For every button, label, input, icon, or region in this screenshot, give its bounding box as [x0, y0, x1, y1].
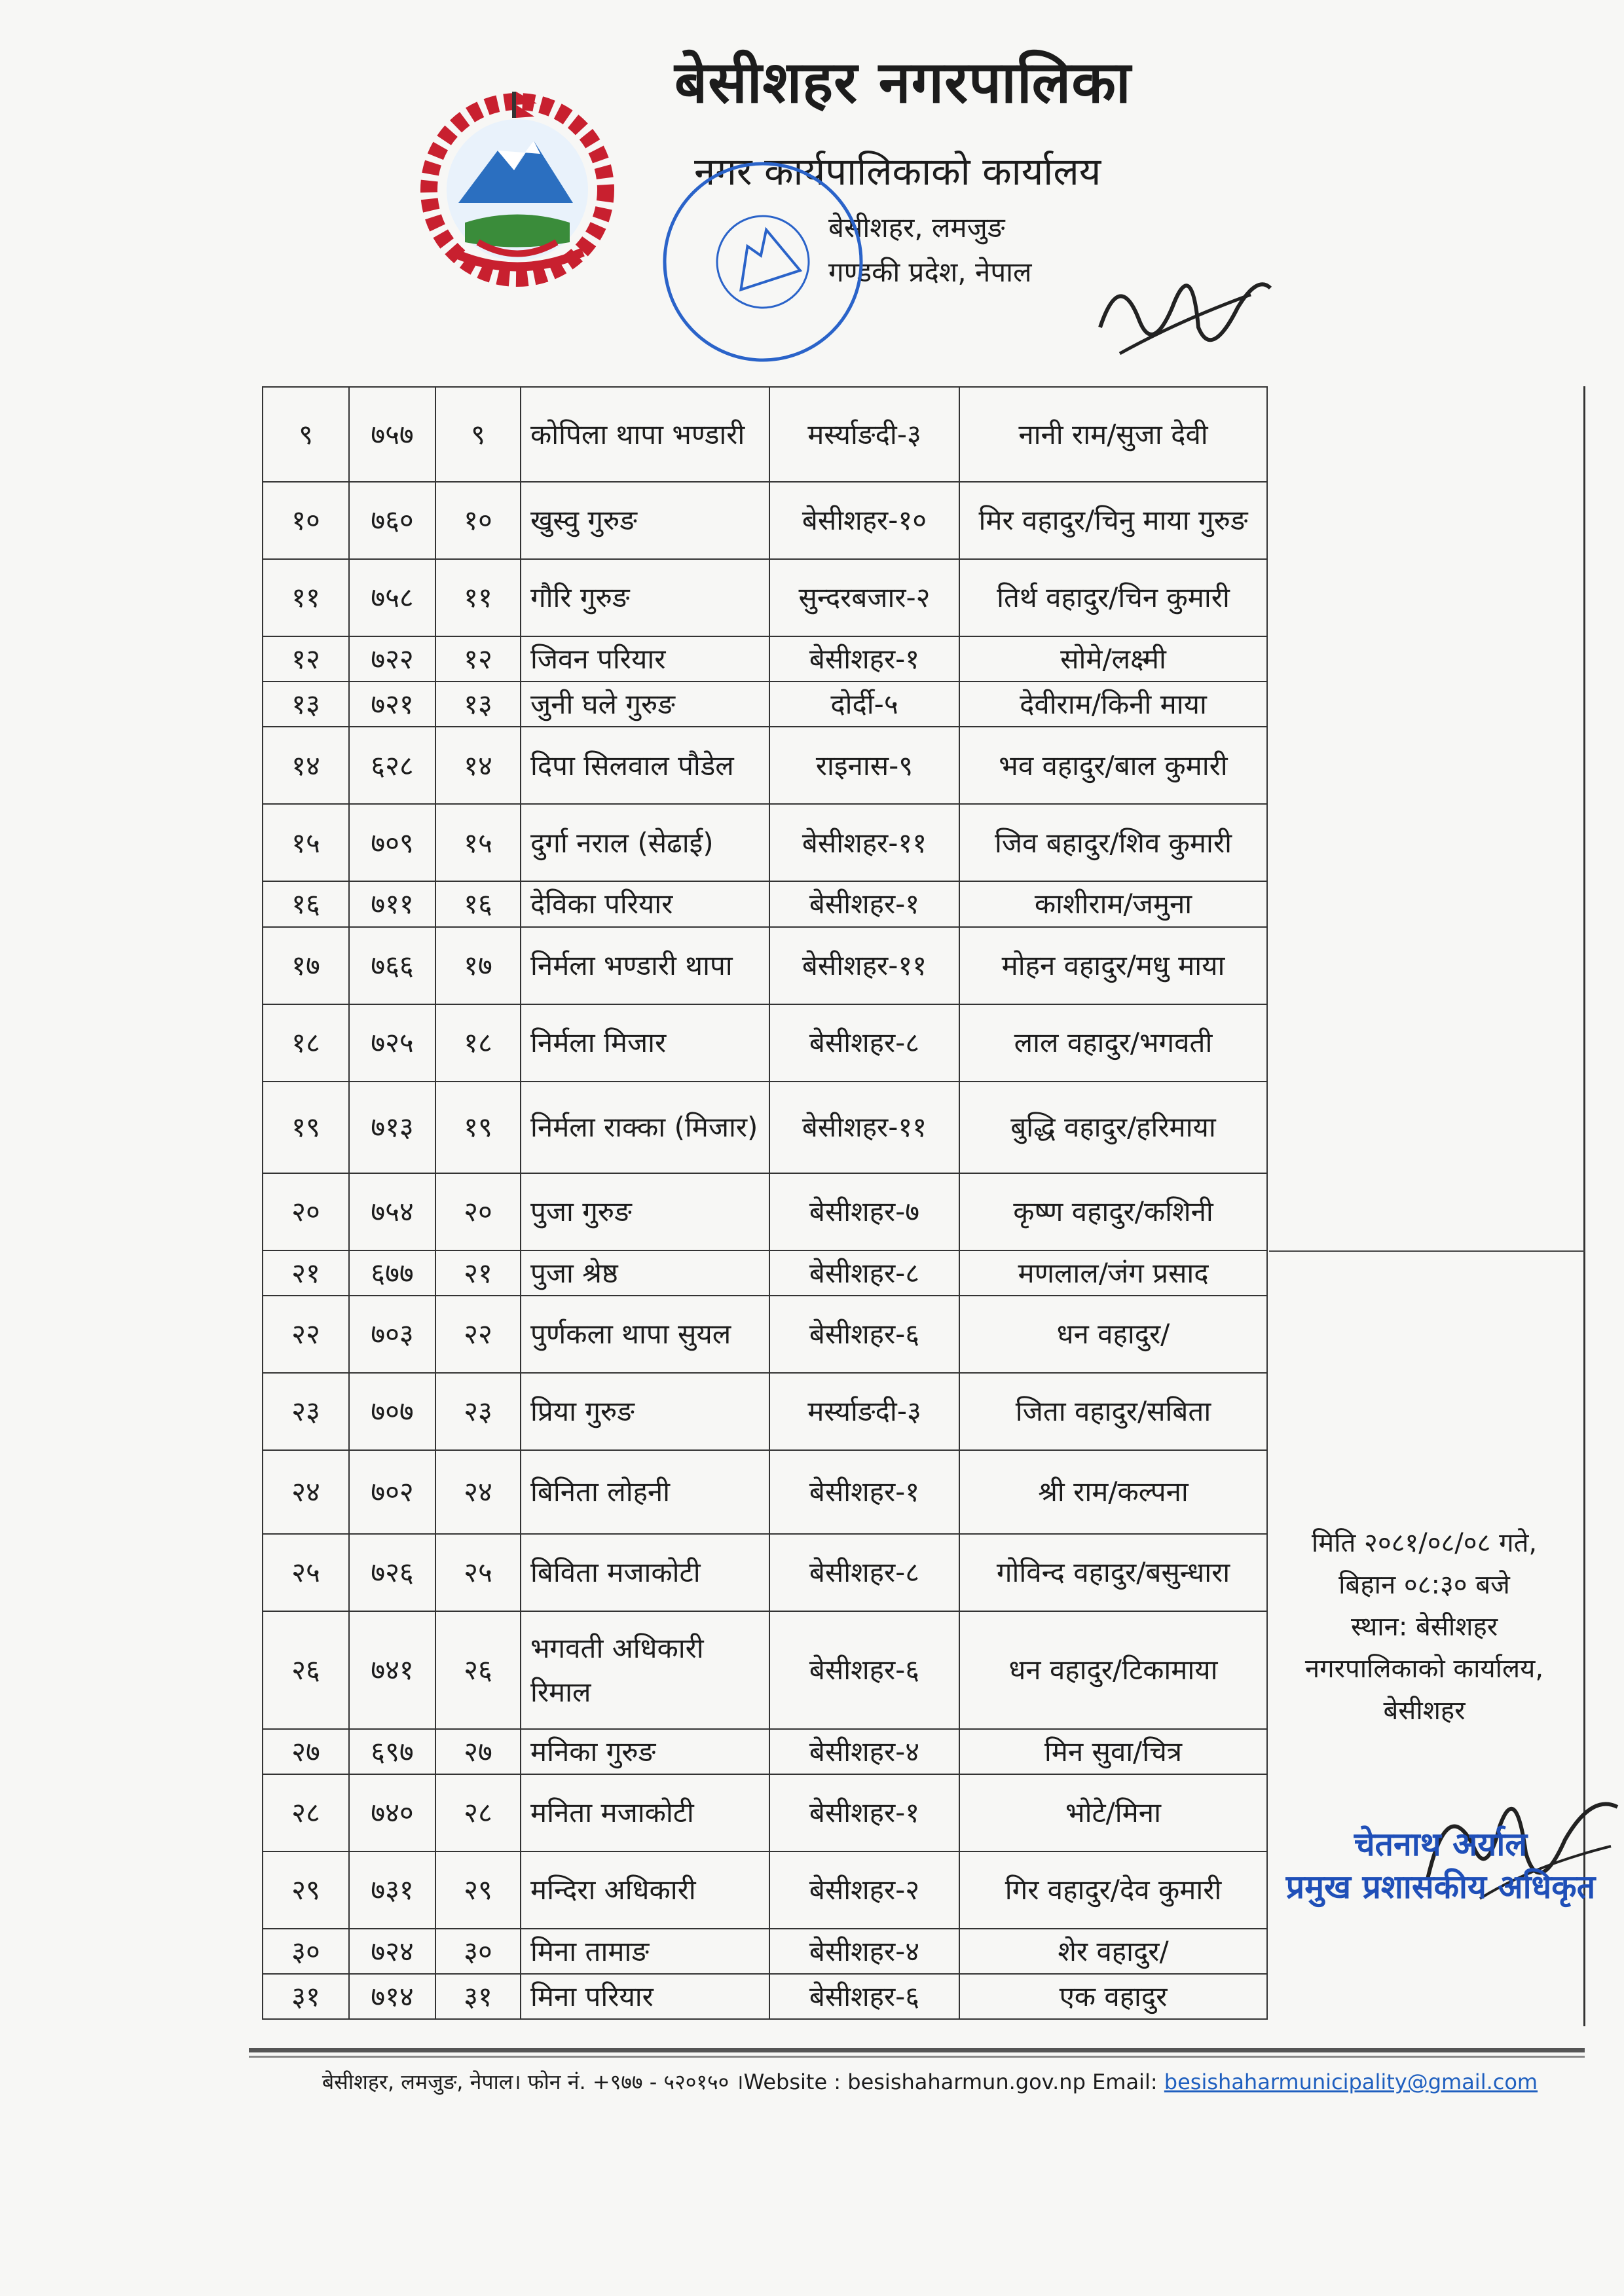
officer-name: चेतनाथ अर्याल	[1354, 1825, 1528, 1863]
officer-block	[1270, 1823, 1611, 1908]
address-cell: बेसीशहर-८	[769, 1250, 959, 1296]
sequence-number-cell: २६	[435, 1611, 521, 1729]
table-row	[263, 387, 1267, 482]
office-subtitle: नगर कार्यपालिकाको कार्यालय	[694, 149, 1101, 194]
sequence-number-cell: १६	[435, 881, 521, 926]
candidate-name-cell: दिपा सिलवाल पौडेल	[521, 727, 769, 804]
parents-cell: सोमे/लक्ष्मी	[959, 636, 1267, 682]
candidate-name-cell: पुजा गुरुङ	[521, 1173, 769, 1250]
sequence-number-cell: ३०	[435, 1929, 521, 1974]
notice-venue-3: बेसीशहर	[1383, 1696, 1466, 1726]
address-cell: बेसीशहर-६	[769, 1296, 959, 1373]
sequence-number-cell: १८	[435, 1004, 521, 1082]
sequence-number-cell: १०	[435, 482, 521, 559]
exam-notice	[1270, 1522, 1578, 1732]
address-cell: बेसीशहर-२	[769, 1851, 959, 1929]
address-cell: बेसीशहर-८	[769, 1534, 959, 1611]
candidate-name-cell: गौरि गुरुङ	[521, 559, 769, 636]
candidate-name-cell: निर्मला भण्डारी थापा	[521, 927, 769, 1004]
parents-cell: गोविन्द वहादुर/बसुन्धारा	[959, 1534, 1267, 1611]
notice-venue-2: नगरपालिकाको कार्यालय,	[1304, 1654, 1544, 1684]
parents-cell: कृष्ण वहादुर/कशिनी	[959, 1173, 1267, 1250]
parents-cell: एक वहादुर	[959, 1974, 1267, 2019]
footer-email-link[interactable]: besishaharmunicipality@gmail.com	[1164, 2069, 1538, 2094]
sequence-number-cell: १७	[435, 927, 521, 1004]
table-row	[263, 881, 1267, 926]
roll-number-cell: ६९७	[349, 1729, 435, 1774]
roll-number-cell: ७०७	[349, 1373, 435, 1450]
notice-time: बिहान ०८:३० बजे	[1338, 1570, 1510, 1600]
candidate-name-cell: जुनी घले गुरुङ	[521, 682, 769, 727]
table-row	[263, 727, 1267, 804]
roll-number-cell: ७५७	[349, 387, 435, 482]
parents-cell: भव वहादुर/बाल कुमारी	[959, 727, 1267, 804]
serial-number-cell: १५	[263, 804, 349, 881]
sequence-number-cell: २२	[435, 1296, 521, 1373]
serial-number-cell: १०	[263, 482, 349, 559]
table-row	[263, 682, 1267, 727]
parents-cell: तिर्थ वहादुर/चिन कुमारी	[959, 559, 1267, 636]
serial-number-cell: २४	[263, 1450, 349, 1534]
table-row	[263, 1729, 1267, 1774]
table-row	[263, 1929, 1267, 1974]
parents-cell: मोहन वहादुर/मधु माया	[959, 927, 1267, 1004]
notice-venue: स्थान: बेसीशहर	[1350, 1612, 1498, 1642]
candidate-name-cell: मनिका गुरुङ	[521, 1729, 769, 1774]
serial-number-cell: २७	[263, 1729, 349, 1774]
parents-cell: शेर वहादुर/	[959, 1929, 1267, 1974]
roll-number-cell: ६७७	[349, 1250, 435, 1296]
table-row	[263, 927, 1267, 1004]
parents-cell: भोटे/मिना	[959, 1774, 1267, 1851]
table-row	[263, 1296, 1267, 1373]
candidate-table-body	[263, 387, 1267, 2019]
candidate-name-cell: मिना तामाङ	[521, 1929, 769, 1974]
parents-cell: देवीराम/किनी माया	[959, 682, 1267, 727]
parents-cell: जिता वहादुर/सबिता	[959, 1373, 1267, 1450]
sequence-number-cell: २७	[435, 1729, 521, 1774]
candidate-name-cell: निर्मला मिजार	[521, 1004, 769, 1082]
roll-number-cell: ७५८	[349, 559, 435, 636]
address-cell: बेसीशहर-१	[769, 636, 959, 682]
serial-number-cell: २८	[263, 1774, 349, 1851]
candidate-name-cell: जिवन परियार	[521, 636, 769, 682]
serial-number-cell: २१	[263, 1250, 349, 1296]
table-row	[263, 636, 1267, 682]
sequence-number-cell: ९	[435, 387, 521, 482]
candidate-name-cell: मनिता मजाकोटी	[521, 1774, 769, 1851]
serial-number-cell: २३	[263, 1373, 349, 1450]
table-row	[263, 1974, 1267, 2019]
nepal-emblem-icon	[406, 79, 629, 288]
address-cell: राइनास-९	[769, 727, 959, 804]
table-row	[263, 1004, 1267, 1082]
sequence-number-cell: २०	[435, 1173, 521, 1250]
serial-number-cell: १९	[263, 1082, 349, 1173]
serial-number-cell: १३	[263, 682, 349, 727]
candidate-name-cell: मिना परियार	[521, 1974, 769, 2019]
address-cell: मर्स्याङदी-३	[769, 387, 959, 482]
footer-rule-thin	[249, 2056, 1585, 2058]
candidate-name-cell: देविका परियार	[521, 881, 769, 926]
parents-cell: गिर वहादुर/देव कुमारी	[959, 1851, 1267, 1929]
serial-number-cell: २०	[263, 1173, 349, 1250]
candidate-name-cell: कोपिला थापा भण्डारी	[521, 387, 769, 482]
candidate-name-cell: बिविता मजाकोटी	[521, 1534, 769, 1611]
office-stamp-icon	[655, 151, 871, 373]
address-cell: बेसीशहर-७	[769, 1173, 959, 1250]
serial-number-cell: १४	[263, 727, 349, 804]
roll-number-cell: ७२४	[349, 1929, 435, 1974]
table-row	[263, 1250, 1267, 1296]
notice-date: मिति २०८१/०८/०८ गते,	[1311, 1528, 1538, 1558]
candidate-name-cell: प्रिया गुरुङ	[521, 1373, 769, 1450]
signature-icon	[1080, 229, 1277, 373]
officer-designation: प्रमुख प्रशासकीय अधिकृत	[1285, 1868, 1596, 1906]
serial-number-cell: १८	[263, 1004, 349, 1082]
address-cell: मर्स्याङदी-३	[769, 1373, 959, 1450]
serial-number-cell: ९	[263, 387, 349, 482]
sequence-number-cell: २४	[435, 1450, 521, 1534]
serial-number-cell: २५	[263, 1534, 349, 1611]
address-line-1: बेसीशहर, लमजुङ	[828, 211, 1005, 244]
candidate-name-cell: खुस्वु गुरुङ	[521, 482, 769, 559]
serial-number-cell: २९	[263, 1851, 349, 1929]
address-cell: बेसीशहर-१	[769, 881, 959, 926]
table-row	[263, 1534, 1267, 1611]
candidate-name-cell: निर्मला राक्का (मिजार)	[521, 1082, 769, 1173]
serial-number-cell: १७	[263, 927, 349, 1004]
candidate-name-cell: दुर्गा नराल (सेढाई)	[521, 804, 769, 881]
candidate-name-cell: मन्दिरा अधिकारी	[521, 1851, 769, 1929]
parents-cell: काशीराम/जमुना	[959, 881, 1267, 926]
table-row	[263, 1774, 1267, 1851]
sequence-number-cell: १५	[435, 804, 521, 881]
roll-number-cell: ७४१	[349, 1611, 435, 1729]
roll-number-cell: ७३१	[349, 1851, 435, 1929]
candidate-name-cell: पुर्णकला थापा सुयल	[521, 1296, 769, 1373]
address-cell: बेसीशहर-११	[769, 927, 959, 1004]
serial-number-cell: ३१	[263, 1974, 349, 2019]
serial-number-cell: ११	[263, 559, 349, 636]
sequence-number-cell: १९	[435, 1082, 521, 1173]
address-cell: बेसीशहर-१	[769, 1450, 959, 1534]
parents-cell: बुद्धि वहादुर/हरिमाया	[959, 1082, 1267, 1173]
parents-cell: नानी राम/सुजा देवी	[959, 387, 1267, 482]
serial-number-cell: २६	[263, 1611, 349, 1729]
table-row	[263, 1611, 1267, 1729]
candidate-name-cell: पुजा श्रेष्ठ	[521, 1250, 769, 1296]
address-cell: बेसीशहर-१०	[769, 482, 959, 559]
table-row	[263, 1082, 1267, 1173]
roll-number-cell: ७२५	[349, 1004, 435, 1082]
parents-cell: मणलाल/जंग प्रसाद	[959, 1250, 1267, 1296]
roll-number-cell: ७०२	[349, 1450, 435, 1534]
address-cell: बेसीशहर-६	[769, 1611, 959, 1729]
parents-cell: श्री राम/कल्पना	[959, 1450, 1267, 1534]
serial-number-cell: १२	[263, 636, 349, 682]
candidate-name-cell: भगवती अधिकारी रिमाल	[521, 1611, 769, 1729]
candidate-name-cell: बिनिता लोहनी	[521, 1450, 769, 1534]
sequence-number-cell: २३	[435, 1373, 521, 1450]
sequence-number-cell: १२	[435, 636, 521, 682]
roll-number-cell: ७६०	[349, 482, 435, 559]
letterhead	[0, 0, 1624, 367]
parents-cell: धन वहादुर/	[959, 1296, 1267, 1373]
footer-contact: बेसीशहर, लमजुङ, नेपाल। फोन नं. +९७७ - ५२०१५० ।Website : besishaharmun.gov.np Email:	[322, 2069, 1164, 2094]
sequence-number-cell: २८	[435, 1774, 521, 1851]
address-cell: बेसीशहर-११	[769, 1082, 959, 1173]
table-row	[263, 1851, 1267, 1929]
sequence-number-cell: १४	[435, 727, 521, 804]
parents-cell: लाल वहादुर/भगवती	[959, 1004, 1267, 1082]
address-cell: बेसीशहर-८	[769, 1004, 959, 1082]
parents-cell: धन वहादुर/टिकामाया	[959, 1611, 1267, 1729]
table-row	[263, 1373, 1267, 1450]
roll-number-cell: ७१४	[349, 1974, 435, 2019]
address-cell: बेसीशहर-११	[769, 804, 959, 881]
address-cell: बेसीशहर-१	[769, 1774, 959, 1851]
sequence-number-cell: ३१	[435, 1974, 521, 2019]
address-cell: बेसीशहर-४	[769, 1729, 959, 1774]
roll-number-cell: ७२१	[349, 682, 435, 727]
table-row	[263, 482, 1267, 559]
footer-rule	[249, 2048, 1585, 2052]
sequence-number-cell: २१	[435, 1250, 521, 1296]
address-cell: दोर्दी-५	[769, 682, 959, 727]
roll-number-cell: ७२६	[349, 1534, 435, 1611]
serial-number-cell: २२	[263, 1296, 349, 1373]
table-row	[263, 804, 1267, 881]
address-cell: सुन्दरबजार-२	[769, 559, 959, 636]
table-row	[263, 559, 1267, 636]
roll-number-cell: ७०३	[349, 1296, 435, 1373]
roll-number-cell: ७२२	[349, 636, 435, 682]
municipality-title: बेसीशहर नगरपालिका	[674, 48, 1132, 116]
footer	[275, 2068, 1585, 2096]
notice-divider	[1269, 1250, 1585, 1252]
roll-number-cell: ७०९	[349, 804, 435, 881]
serial-number-cell: १६	[263, 881, 349, 926]
roll-number-cell: ७११	[349, 881, 435, 926]
roll-number-cell: ७५४	[349, 1173, 435, 1250]
parents-cell: मिन सुवा/चित्र	[959, 1729, 1267, 1774]
serial-number-cell: ३०	[263, 1929, 349, 1974]
roll-number-cell: ७१३	[349, 1082, 435, 1173]
roll-number-cell: ७४०	[349, 1774, 435, 1851]
sequence-number-cell: २५	[435, 1534, 521, 1611]
table-row	[263, 1450, 1267, 1534]
roll-number-cell: ७६६	[349, 927, 435, 1004]
sequence-number-cell: २९	[435, 1851, 521, 1929]
roll-number-cell: ६२८	[349, 727, 435, 804]
parents-cell: मिर वहादुर/चिनु माया गुरुङ	[959, 482, 1267, 559]
table-row	[263, 1173, 1267, 1250]
address-cell: बेसीशहर-६	[769, 1974, 959, 2019]
parents-cell: जिव बहादुर/शिव कुमारी	[959, 804, 1267, 881]
candidate-table	[262, 386, 1268, 2020]
address-cell: बेसीशहर-४	[769, 1929, 959, 1974]
sequence-number-cell: ११	[435, 559, 521, 636]
sequence-number-cell: १३	[435, 682, 521, 727]
address-line-2: गण्डकी प्रदेश, नेपाल	[828, 256, 1032, 288]
